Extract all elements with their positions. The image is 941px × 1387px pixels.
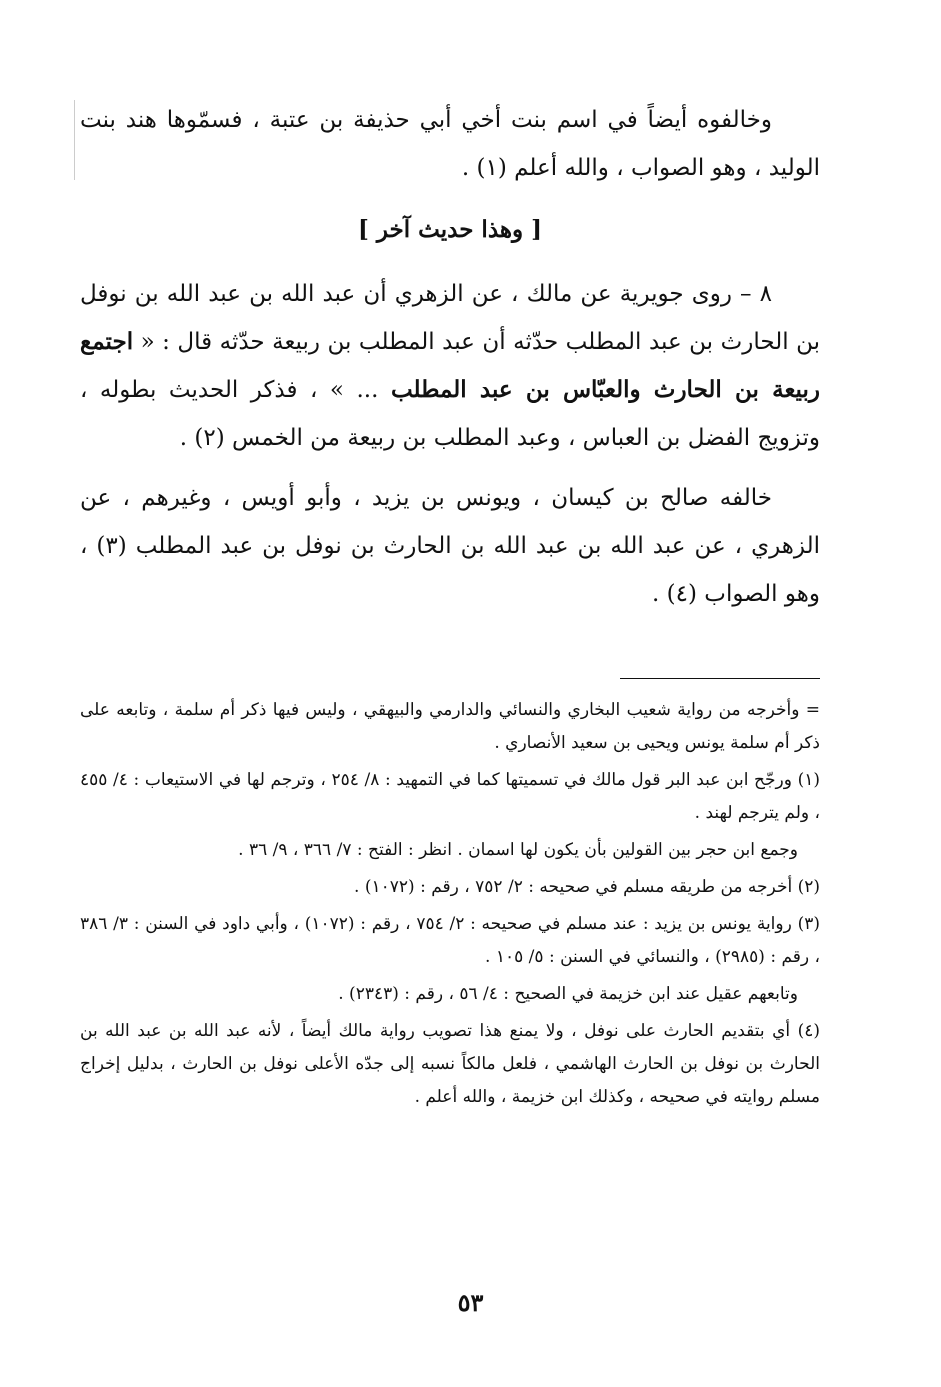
footnote-continuation: = وأخرجه من رواية شعيب البخاري والنسائي والدارمي والبيهقي ، وليس فيها ذكر أم سلمة ، وتابعه على ذكر أم سلمة يونس ويحيى بن سعيد الأنصاري .: [80, 700, 820, 753]
paragraph-2: [80, 270, 820, 462]
paragraph-1: وخالفوه أيضاً في اسم بنت أخي أبي حذيفة بن عتبة ، فسمّوها هند بنت الوليد ، وهو الصواب ، والله أعلم (١) .: [80, 107, 820, 181]
footnote-2: (٢) أخرجه من طريقه مسلم في صحيحه : ٢/ ٧٥٢ ، رقم : (١٠٧٢) .: [354, 877, 820, 897]
footnote-3: (٣) رواية يونس بن يزيد : عند مسلم في صحيحه : ٢/ ٧٥٤ ، رقم : (١٠٧٢) ، وأبي داود في السنن : ٣/ ٣٨٦ ، رقم : (٢٩٨٥) ، والنسائي في السنن : ٥/ ١٠٥ .: [80, 914, 820, 967]
main-text: [80, 96, 820, 618]
footnote-1: (١) ورجّح ابن عبد البر قول مالك في تسميتها كما في التمهيد : ٨/ ٢٥٤ ، وترجم لها في الاستيعاب : ٤/ ٤٥٥ ، ولم يترجم لهند .: [80, 770, 820, 823]
paragraph-3: خالفه صالح بن كيسان ، ويونس بن يزيد ، وأبو أويس ، وغيرهم ، عن الزهري ، عن عبد الله بن عبد الله بن الحارث بن نوفل بن عبد المطلب (٣) ، وهو الصواب (٤) .: [80, 485, 820, 607]
paragraph-2-quote: اجتمع ربيعة بن الحارث والعبّاس بن عبد المطلب: [80, 328, 821, 403]
footnotes: [80, 694, 820, 1118]
footnote-4: (٤) أي بتقديم الحارث على نوفل ، ولا يمنع هذا تصويب رواية مالك أيضاً ، لأنه عبد الله بن عبد الله بن الحارث بن نوفل بن الحارث الهاشمي ، فلعل مالكاً نسبه إلى جدّه الأعلى نوفل بن الحارث ، بدليل إخراج مسلم روايته في صحيحه ، وكذلك ابن خزيمة ، والله أعلم .: [80, 1021, 820, 1107]
footnote-separator: [620, 678, 820, 679]
paragraph-2-start: ٨ – روى جويرية عن مالك ، عن الزهري أن عبد الله بن عبد الله بن نوفل بن الحارث بن عبد المطلب حدّثه أن عبد المطلب بن ربيعة حدّثه قال : «: [80, 281, 820, 355]
footnote-3-extra: وتابعهم عقيل عند ابن خزيمة في الصحيح : ٤/ ٥٦ ، رقم : (٢٣٤٣) .: [338, 984, 798, 1004]
paragraph-2-end: ... » ، فذكر الحديث بطوله ، وتزويج الفضل بن العباس ، وعبد المطلب بن ربيعة من الخمس (٢) .: [80, 377, 820, 451]
section-heading: [ وهذا حديث آخر ]: [357, 216, 543, 243]
margin-line: [74, 100, 75, 180]
page-number: ٥٣: [457, 1288, 484, 1317]
footnote-1-extra: وجمع ابن حجر بين القولين بأن يكون لها اسمان . انظر : الفتح : ٧/ ٣٦٦ ، ٩/ ٣٦ .: [238, 840, 798, 860]
